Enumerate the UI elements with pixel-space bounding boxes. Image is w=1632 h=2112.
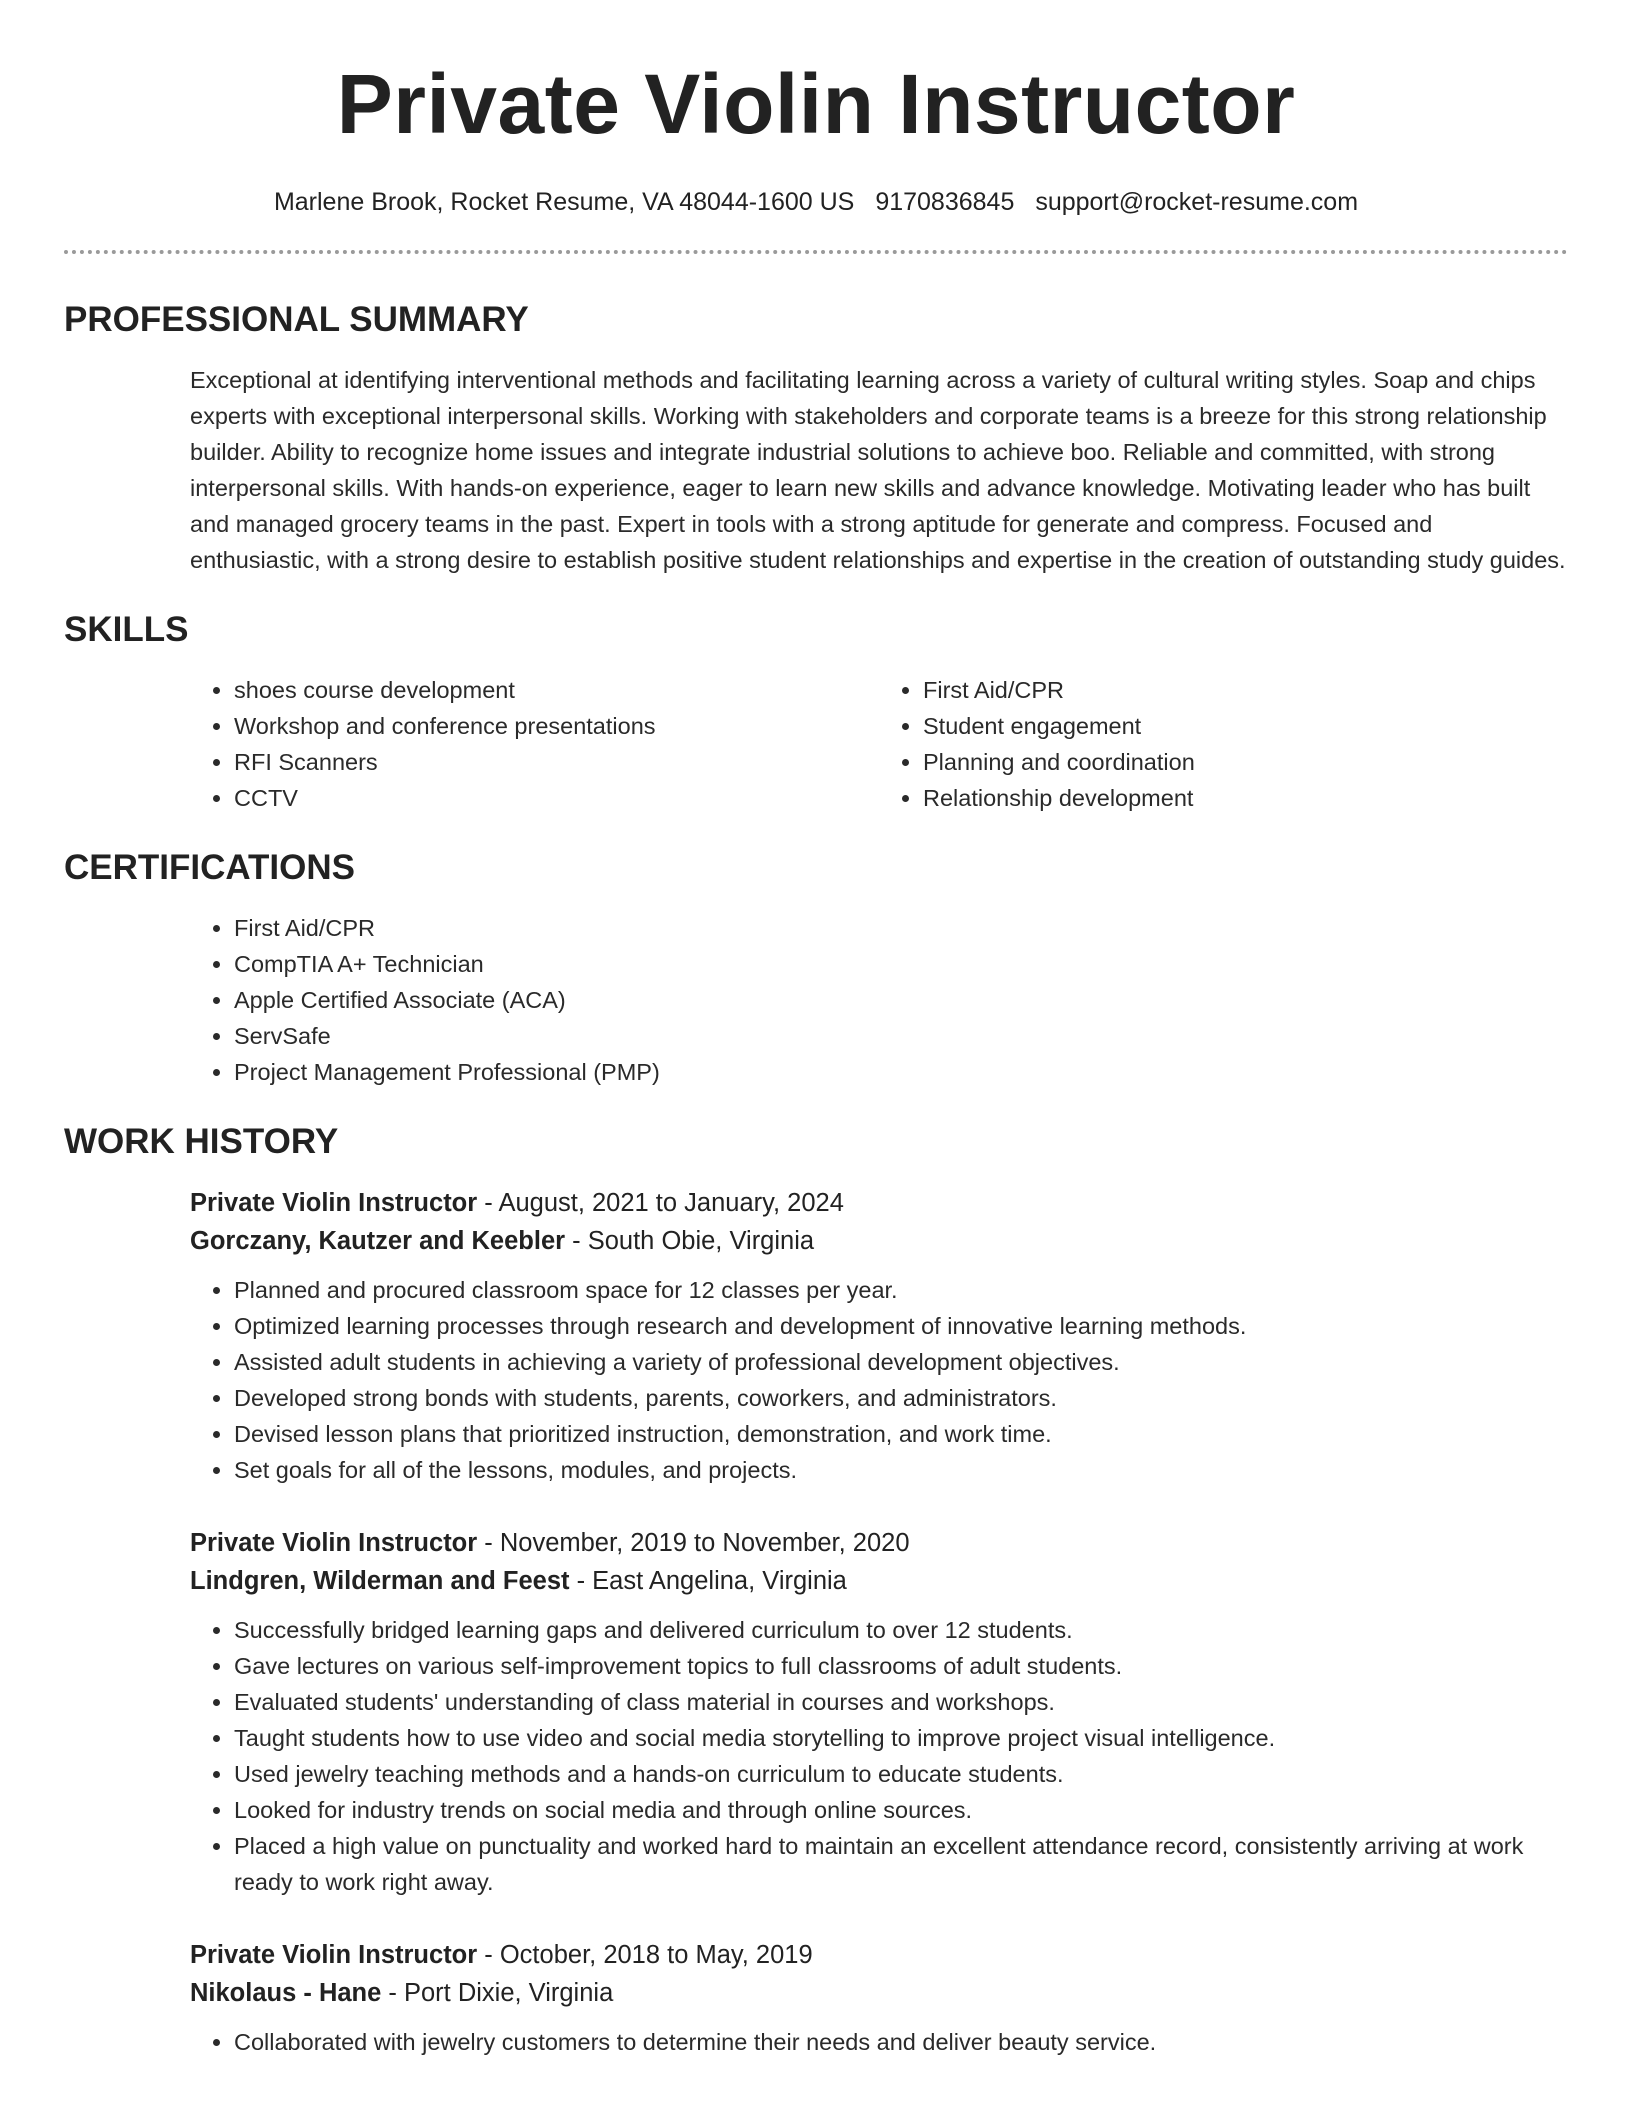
skill-item: • Planning and coordination (923, 744, 1568, 780)
job-bullet: • Collaborated with jewelry customers to determine their needs and deliver beauty service. (234, 2024, 1568, 2060)
job-bullet: • Optimized learning processes through research and development of innovative learning methods. (234, 1308, 1568, 1344)
summary-text: Exceptional at identifying interventional methods and facilitating learning across a variety of cultural writing styles. Soap and chips experts with exceptional interpersonal skills. Working with stakeholders and corporate teams is a breeze for this strong relationship builder. Ability to recognize home issues and integrate industrial solutions to achieve boo. Reliable and committed, with strong interpersonal skills. With hands-on experience, eager to learn new skills and advance knowledge. Motivating leader who has built and managed grocery teams in the past. Expert in tools with a strong aptitude for generate and compress. Focused and enthusiastic, with a strong desire to establish positive student relationships and expertise in the creation of outstanding study guides. (190, 367, 1566, 573)
work-history-title: WORK HISTORY (64, 1122, 339, 1161)
job-dates: - August, 2021 to January, 2024 (477, 1189, 844, 1217)
job-company-line (190, 1974, 1568, 2012)
job-bullet: • Used jewelry teaching methods and a hands-on curriculum to educate students. (234, 1756, 1568, 1792)
contact-address: Marlene Brook, Rocket Resume, VA 48044-1600 US (273, 188, 855, 216)
job-bullet: • Planned and procured classroom space for 12 classes per year. (234, 1272, 1568, 1308)
summary-title: PROFESSIONAL SUMMARY (64, 300, 529, 339)
certification-item: • Apple Certified Associate (ACA) (234, 982, 1568, 1018)
job-location: - Port Dixie, Virginia (381, 1979, 614, 2007)
skills-title: SKILLS (64, 610, 189, 649)
job-bullet: • Evaluated students' understanding of class material in courses and workshops. (234, 1684, 1568, 1720)
job-role: Private Violin Instructor (190, 1189, 478, 1217)
job-company-line (190, 1222, 1568, 1260)
job-company: Nikolaus - Hane (190, 1979, 382, 2007)
certification-item: • ServSafe (234, 1018, 1568, 1054)
job-bullet: • Gave lectures on various self-improvement topics to full classrooms of adult students. (234, 1648, 1568, 1684)
work-history-section (64, 1120, 1568, 2060)
skill-item: • CCTV (234, 780, 879, 816)
skills-section (64, 608, 1568, 816)
job-title-line (190, 1184, 1568, 1222)
certification-item: • CompTIA A+ Technician (234, 946, 1568, 982)
job-bullet: • Placed a high value on punctuality and worked hard to maintain an excellent attendance record, consistently arriving at work ready to work right away. (234, 1828, 1568, 1900)
job-location: - South Obie, Virginia (565, 1227, 815, 1255)
job-bullet: • Assisted adult students in achieving a variety of professional development objectives. (234, 1344, 1568, 1380)
certification-item: • First Aid/CPR (234, 910, 1568, 946)
header-divider (64, 250, 1568, 254)
resume-header (64, 0, 1568, 218)
job-bullet: • Developed strong bonds with students, parents, coworkers, and administrators. (234, 1380, 1568, 1416)
job-bullet: • Successfully bridged learning gaps and delivered curriculum to over 12 students. (234, 1612, 1568, 1648)
summary-section (64, 298, 1568, 578)
job-entry (190, 1936, 1568, 2060)
certifications-list (190, 910, 1568, 1090)
job-bullet: • Looked for industry trends on social media and through online sources. (234, 1792, 1568, 1828)
contact-phone: 9170836845 (875, 188, 1015, 216)
certifications-title: CERTIFICATIONS (64, 848, 356, 887)
job-bullets (190, 1272, 1568, 1488)
job-location: - East Angelina, Virginia (569, 1567, 847, 1595)
job-bullet: • Set goals for all of the lessons, modules, and projects. (234, 1452, 1568, 1488)
candidate-name: Private Violin Instructor (336, 57, 1296, 151)
job-bullets (190, 2024, 1568, 2060)
job-role: Private Violin Instructor (190, 1941, 478, 1969)
skill-item: • shoes course development (234, 672, 879, 708)
certification-item: • Project Management Professional (PMP) (234, 1054, 1568, 1090)
skills-grid (190, 672, 1568, 816)
job-dates: - October, 2018 to May, 2019 (477, 1941, 813, 1969)
certifications-section (64, 846, 1568, 1090)
job-company: Gorczany, Kautzer and Keebler (190, 1227, 566, 1255)
certifications-list-wrap (190, 910, 1568, 1090)
job-role: Private Violin Instructor (190, 1529, 478, 1557)
job-title-line (190, 1936, 1568, 1974)
job-bullets (190, 1612, 1568, 1900)
job-dates: - November, 2019 to November, 2020 (477, 1529, 910, 1557)
contact-email: support@rocket-resume.com (1035, 188, 1359, 216)
skill-item: • Workshop and conference presentations (234, 708, 879, 744)
job-entry (190, 1184, 1568, 1488)
job-title-line (190, 1524, 1568, 1562)
skill-item: • Relationship development (923, 780, 1568, 816)
skill-item: • First Aid/CPR (923, 672, 1568, 708)
job-company-line (190, 1562, 1568, 1600)
job-bullet: • Taught students how to use video and social media storytelling to improve project visual intelligence. (234, 1720, 1568, 1756)
job-company: Lindgren, Wilderman and Feest (190, 1567, 570, 1595)
job-bullet: • Devised lesson plans that prioritized instruction, demonstration, and work time. (234, 1416, 1568, 1452)
skill-item: • Student engagement (923, 708, 1568, 744)
skill-item: • RFI Scanners (234, 744, 879, 780)
skills-right-list (879, 672, 1568, 816)
job-entry (190, 1524, 1568, 1900)
contact-line (64, 186, 1568, 218)
skills-left-list (190, 672, 879, 816)
